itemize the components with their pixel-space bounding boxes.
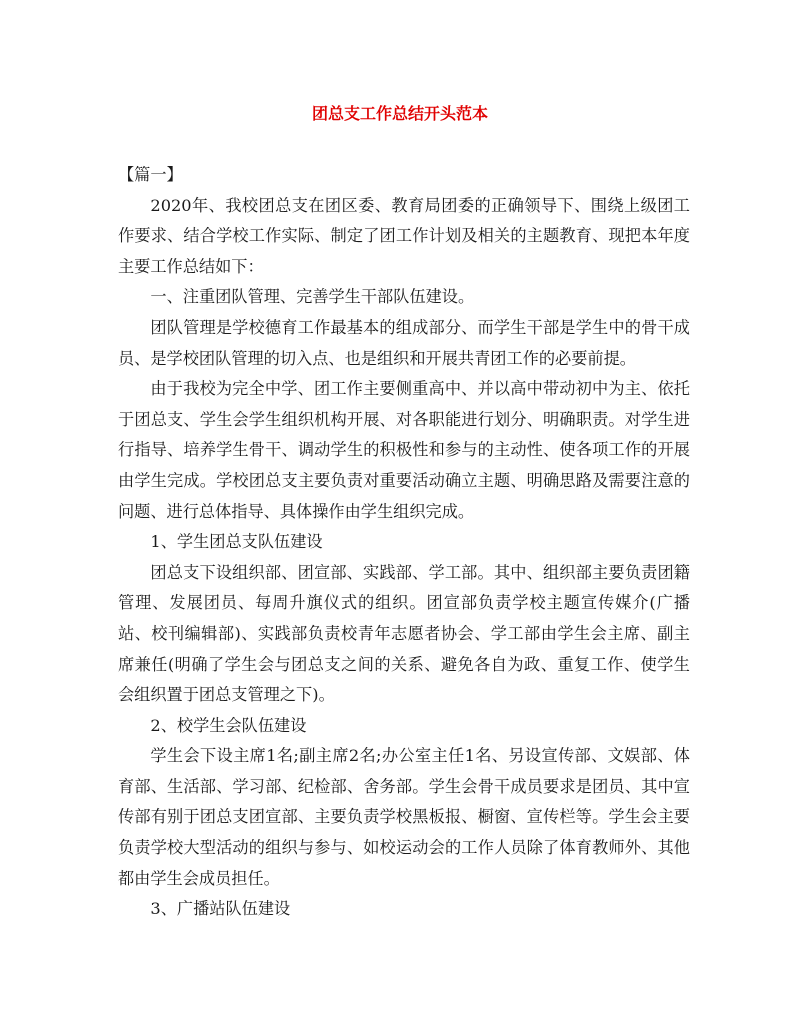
paragraph: 3、广播站队伍建设 — [150, 899, 291, 919]
document-body — [118, 160, 690, 925]
paragraph: 2、校学生会队伍建设 — [150, 715, 307, 735]
paragraph: 学生会下设主席1名;副主席2名;办公室主任1名、另设宣传部、文娱部、体育部、生活部、学习部、纪检部、舍务部。学生会骨干成员要求是团员、其中宣传部有别于团总支团宣部、主要负责学校黑板报、橱窗、宣传栏等。学生会主要负责学校大型活动的组织与参与、如校运动会的工作人员除了体育教师外、其他都由学生会成员担任。 — [118, 746, 690, 888]
paragraph: 团队管理是学校德育工作最基本的组成部分、而学生干部是学生中的骨干成员、是学校团队管理的切入点、也是组织和开展共青团工作的必要前提。 — [118, 317, 690, 368]
document-title: 团总支工作总结开头范本 — [311, 104, 488, 123]
paragraph: 1、学生团总支队伍建设 — [150, 532, 323, 552]
paragraph: 由于我校为完全中学、团工作主要侧重高中、并以高中带动初中为主、依托于团总支、学生会学生组织机构开展、对各职能进行划分、明确职责。对学生进行指导、培养学生骨干、调动学生的积极性和参与的主动性、使各项工作的开展由学生完成。学校团总支主要负责对重要活动确立主题、明确思路及需要注意的问题、进行总体指导、具体操作由学生组织完成。 — [118, 379, 690, 521]
section-label: 【篇一】 — [118, 165, 183, 184]
paragraph: 2020年、我校团总支在团区委、教育局团委的正确领导下、围绕上级团工作要求、结合学校工作实际、制定了团工作计划及相关的主题教育、现把本年度主要工作总结如下： — [118, 195, 690, 276]
paragraph: 一、注重团队管理、完善学生干部队伍建设。 — [150, 287, 475, 307]
paragraph: 团总支下设组织部、团宣部、实践部、学工部。其中、组织部主要负责团籍管理、发展团员、每周升旗仪式的组织。团宣部负责学校主题宣传媒介(广播站、校刊编辑部)、实践部负责校青年志愿者协会、学工部由学生会主席、副主席兼任(明确了学生会与团总支之间的关系、避免各自为政、重复工作、使学生会组织置于团总支管理之下)。 — [118, 562, 690, 705]
